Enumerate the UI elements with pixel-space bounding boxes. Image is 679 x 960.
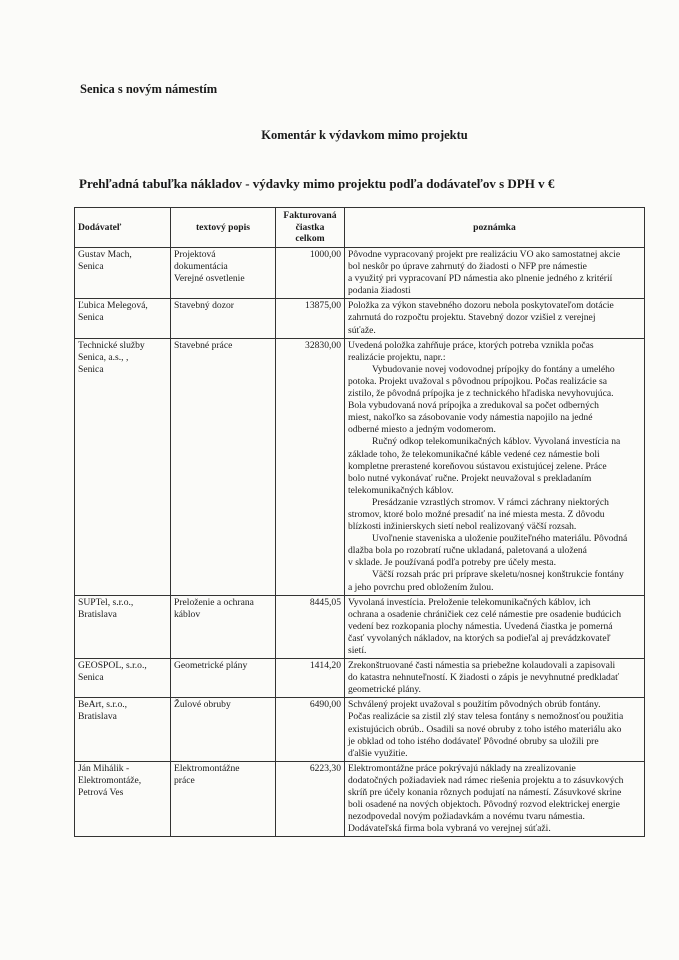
amount-cell: 1000,00 [276, 248, 345, 299]
note-cell-line: ochrana a osadenie chráničiek cez celé námestie pre osadenie budúcich [348, 608, 622, 620]
table-row [75, 299, 645, 338]
description-cell [171, 595, 276, 658]
note-cell-line: odberné miesto a jedným vodomerom. [348, 424, 496, 436]
note-cell-line: podania žiadosti [348, 285, 411, 297]
note-cell-line: Vyvolaná investícia. Preloženie telekomunikačných káblov, ich [348, 596, 591, 608]
note-cell-line: zahrnutá do rozpočtu projektu. Stavebný dozor vzišiel z verejnej [348, 312, 596, 324]
note-cell-line: Položka za výkon stavebného dozoru nebola poskytovateľom dotácie [348, 300, 614, 312]
overview-heading: Prehľadná tabuľka nákladov - výdavky mimo projektu podľa dodávateľov s DPH v € [79, 176, 555, 191]
header-description: textový popis [171, 208, 276, 248]
note-cell-line: ďalšie využitie. [348, 747, 408, 759]
supplier-cell-line: Petrová Ves [78, 787, 124, 799]
note-cell-line: vedení bez rozkopania plochy námestia. Uvedená čiastka je pomerná [348, 620, 613, 632]
note-cell-line: Počas realizácie sa zistil zlý stav telesa fontány s nemožnosťou použitia [348, 711, 624, 723]
note-cell-line: geometrické plány. [348, 684, 421, 696]
supplier-cell-line: Ľubica Melegová, [78, 300, 148, 312]
supplier-cell-line: SUPTel, s.r.o., [78, 596, 134, 608]
description-cell [171, 248, 276, 299]
header-note: poznámka [345, 208, 645, 248]
description-cell-line: Projektová [174, 249, 216, 260]
comment-heading: Komentár k výdavkom mimo projektu [261, 128, 468, 142]
note-cell-line: stromov, ktoré bolo možné presadiť na iné miesta mesta. Z dôvodu [348, 508, 605, 520]
header-amount-line: čiastka [295, 221, 325, 233]
note-cell-line: telekomunikačných káblov. [348, 484, 454, 496]
note-cell-line: dodatočných požiadaviek nad rámec riešenia projektu a to zásuvkových [348, 774, 624, 786]
supplier-cell-line: Elektromontáže, [78, 774, 142, 786]
table-row [75, 595, 645, 658]
supplier-cell-line: Ján Mihálik - [78, 762, 130, 774]
supplier-cell-line: Senica [78, 261, 104, 273]
note-cell-line: je obklad od toho istého dodávateľ Pôvodné obruby sa uložili pre [348, 735, 599, 747]
note-cell-line: a jeho povrchu pred obložením žulou. [348, 581, 494, 593]
supplier-cell [75, 761, 171, 837]
table-row [75, 338, 645, 595]
header-amount [276, 208, 345, 248]
description-cell-line: Stavebné práce [174, 339, 233, 351]
note-cell-line: Zrekonštruované časti námestia sa priebežne kolaudovali a zapisovali [348, 660, 616, 672]
supplier-cell-line: Gustav Mach, [78, 249, 132, 260]
amount-cell: 6223,30 [276, 761, 345, 837]
supplier-cell [75, 659, 171, 698]
note-cell-line: Presádzanie vzrastlých stromov. V rámci záchrany niektorých [372, 496, 609, 508]
note-cell-line: Bola vybudovaná nová prípojka a zredukoval sa počet odberných [348, 400, 599, 412]
supplier-cell-line: Senica [78, 672, 104, 684]
amount-cell: 13875,00 [276, 299, 345, 338]
note-cell-line: Elektromontážne práce pokrývajú náklady na zrealizovanie [348, 762, 576, 774]
note-cell-line: Vybudovanie novej vodovodnej prípojky do fontány a umelého [372, 363, 615, 375]
note-cell-line: do katastra nehnuteľností. K žiadosti o zápis je nevyhnutné predkladať [348, 672, 620, 684]
note-cell-line: súťaže. [348, 324, 376, 336]
description-cell-line: Geometrické plány [174, 660, 248, 672]
description-cell [171, 659, 276, 698]
note-cell [345, 338, 645, 595]
amount-cell: 32830,00 [276, 338, 345, 595]
note-cell-line: sietí. [348, 645, 367, 656]
supplier-cell [75, 338, 171, 595]
supplier-cell-line: BeArt, s.r.o., [78, 699, 128, 711]
note-cell [345, 595, 645, 658]
note-cell-line: kompletne prerastené koreňovou sústavou existujúcej zelene. Práce [348, 460, 607, 472]
description-cell [171, 698, 276, 761]
note-cell [345, 761, 645, 837]
supplier-cell [75, 248, 171, 299]
note-cell [345, 659, 645, 698]
note-cell-line: časť vyvolaných nákladov, na ktorých sa podieľal aj prevádzkovateľ [348, 632, 611, 644]
description-cell-line: Žulové obruby [174, 699, 231, 711]
header-amount-line: celkom [295, 233, 325, 245]
amount-cell: 6490,00 [276, 698, 345, 761]
note-cell-line: skríň pre účely konania rôznych podujatí na námestí. Zásuvkové skrine [348, 787, 622, 799]
note-cell-line: existujúcich obrúb.. Osadili sa nové obruby z toho istého materiálu ako [348, 723, 622, 735]
amount-cell: 1414,20 [276, 659, 345, 698]
note-cell [345, 248, 645, 299]
description-cell-line: Verejné osvetlenie [174, 273, 245, 285]
note-cell-line: bol neskôr po úprave zahrnutý do žiadosti o NFP pre námestie [348, 261, 587, 273]
supplier-cell [75, 299, 171, 338]
supplier-cell-line: Senica [78, 363, 104, 375]
description-cell [171, 761, 276, 837]
note-cell-line: realizácie projektu, napr.: [348, 351, 446, 363]
note-cell-line: potoka. Projekt uvažoval s pôvodnou prípojkou. Počas realizácie sa [348, 375, 607, 387]
description-cell-line: práce [174, 774, 195, 786]
amount-cell: 8445,05 [276, 595, 345, 658]
note-cell-line: Uvedená položka zahŕňuje práce, ktorých potreba vznikla počas [348, 339, 594, 351]
note-cell-line: Uvoľnenie staveniska a uloženie použiteľného materiálu. Pôvodná [372, 533, 628, 545]
table-row [75, 659, 645, 698]
supplier-cell [75, 698, 171, 761]
note-cell-line: boli osadené na nových objektoch. Pôvodný rozvod elektrickej energie [348, 799, 620, 811]
note-cell-line: Väčší rozsah prác pri príprave skeletu/nosnej konštrukcie fontány [372, 569, 624, 581]
table-row [75, 248, 645, 299]
description-cell-line: Stavebný dozor [174, 300, 234, 312]
supplier-cell-line: GEOSPOL, s.r.o., [78, 660, 147, 672]
description-cell-line: Elektromontážne [174, 762, 240, 774]
note-cell-line: Schválený projekt uvažoval s použitím pôvodných obrúb fontány. [348, 699, 601, 711]
note-cell-line: Dodávateľská firma bola vybraná vo verejnej súťaži. [348, 823, 551, 835]
supplier-cell-line: Senica, a.s., , [78, 351, 129, 363]
table-header-row [75, 208, 645, 248]
note-cell-line: Pôvodne vypracovaný projekt pre realizáciu VO ako samostatnej akcie [348, 249, 621, 260]
note-cell-line: miest, nakoľko sa zásobovanie vody námestia napojilo na jedné [348, 412, 593, 424]
description-cell-line: káblov [174, 608, 201, 620]
note-cell-line: základe toho, že telekomunikačné káble vedené cez námestie boli [348, 448, 600, 460]
header-amount-line: Fakturovaná [283, 210, 337, 222]
note-cell-line: nezodpovedal novým požiadavkám a novému tvaru námestia. [348, 811, 585, 823]
supplier-cell-line: Technické služby [78, 339, 145, 351]
supplier-cell-line: Senica [78, 312, 104, 324]
table-row [75, 698, 645, 761]
supplier-cell-line: Bratislava [78, 711, 117, 723]
note-cell-line: zistilo, že pôvodná prípojka je z technického hľadiska nevyhovujúca. [348, 388, 614, 400]
header-supplier: Dodávateľ [75, 208, 171, 248]
description-cell-line: dokumentácia [174, 261, 228, 273]
description-cell [171, 299, 276, 338]
note-cell-line: v sklade. Je používaná podľa potreby pre účely mesta. [348, 557, 556, 569]
note-cell-line: blízkosti inžinierskych sietí nebol realizovaný väčší rozsah. [348, 521, 577, 533]
note-cell-line: a využitý pri vypracovaní PD námestia ako plnenie jedného z kritérií [348, 273, 613, 285]
note-cell-line: dlažba bola po rozobratí ručne ukladaná, paletovaná a uložená [348, 545, 587, 557]
description-cell-line: Preloženie a ochrana [174, 596, 254, 608]
note-cell [345, 698, 645, 761]
note-cell-line: Ručný odkop telekomunikačných káblov. Vyvolaná investícia na [372, 436, 621, 448]
note-cell [345, 299, 645, 338]
costs-table [74, 207, 645, 837]
note-cell-line: bolo nutné vykonávať ručne. Projekt neuvažoval s prekladaním [348, 472, 592, 484]
description-cell [171, 338, 276, 595]
table-body [75, 248, 645, 837]
document-city-heading: Senica s novým námestím [80, 82, 218, 96]
table-row [75, 761, 645, 837]
supplier-cell [75, 595, 171, 658]
supplier-cell-line: Bratislava [78, 608, 117, 620]
